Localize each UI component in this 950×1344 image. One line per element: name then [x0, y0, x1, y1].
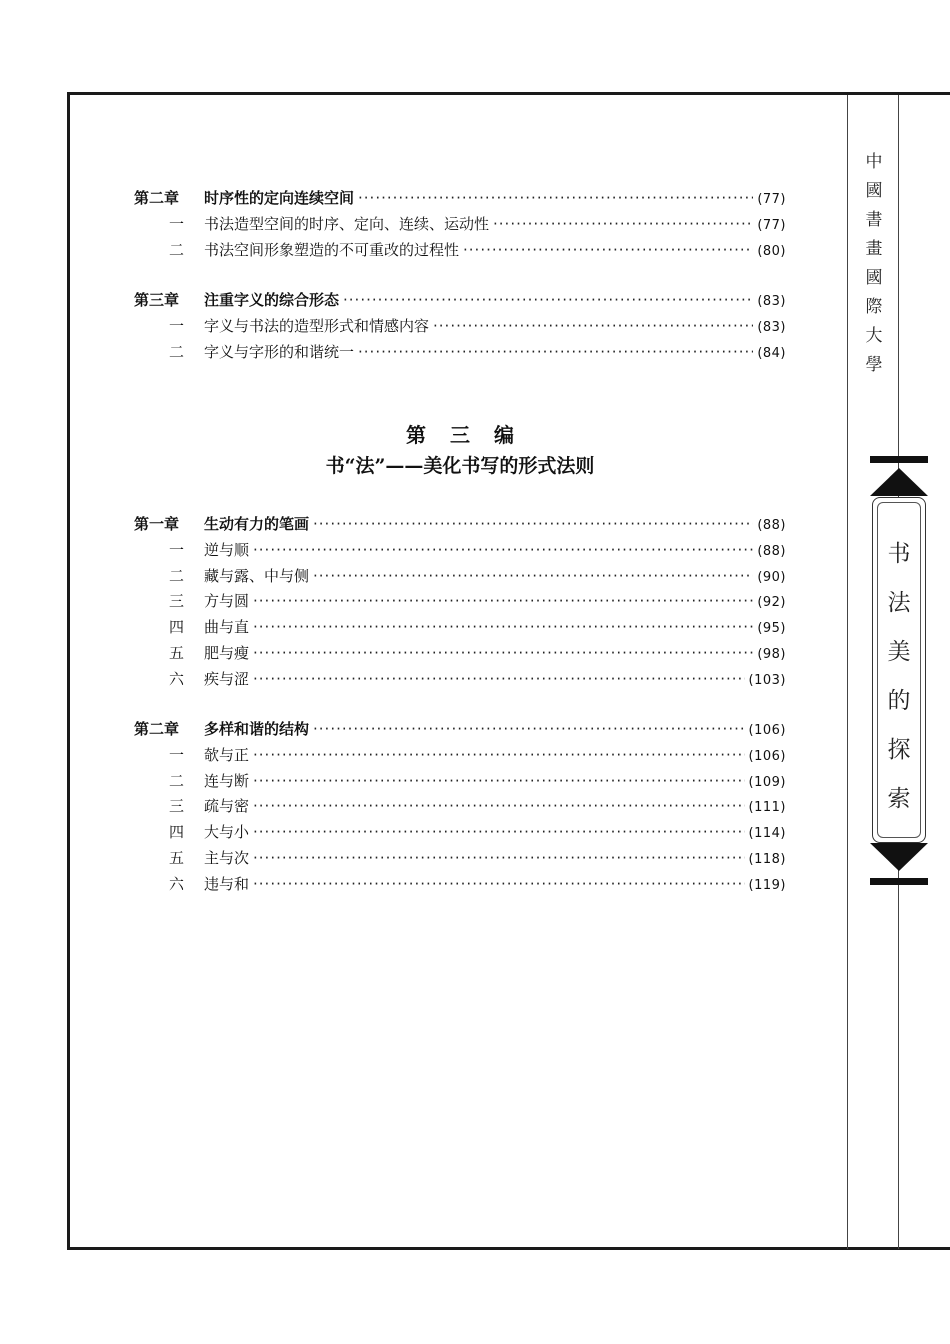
toc-number: 第二章 [134, 189, 180, 207]
toc-dot-leader [253, 769, 745, 795]
toc-page-number: (106) [748, 723, 786, 738]
toc-page-number: (77) [757, 217, 786, 233]
toc-dot-leader [313, 512, 753, 538]
toc-title: 逆与顺 [204, 540, 250, 559]
brand-char: 學 [865, 355, 883, 375]
toc-chapter-row [134, 717, 786, 743]
toc-dot-leader [253, 641, 753, 667]
toc-section-row [134, 564, 786, 590]
part-heading [134, 420, 786, 482]
toc-title: 书法空间形象塑造的不可重改的过程性 [204, 240, 460, 259]
toc-section-row [134, 769, 786, 795]
toc-page-number: (103) [748, 672, 786, 688]
toc-title: 大与小 [204, 823, 250, 842]
toc-dot-leader [463, 238, 753, 264]
toc-number: 二 [169, 566, 185, 585]
toc-page-number: (114) [748, 826, 786, 842]
toc-dot-leader [358, 340, 753, 366]
toc-number: 五 [169, 643, 185, 662]
toc-title: 注重字义的综合形态 [204, 291, 340, 309]
toc-page-number: (119) [748, 877, 786, 893]
toc-page-number: (88) [757, 518, 786, 533]
toc-title: 疾与涩 [204, 669, 250, 688]
toc-dot-leader [253, 872, 745, 898]
toc-section-row [134, 820, 786, 846]
brand-char: 畫 [865, 239, 883, 259]
vertical-brand [862, 148, 886, 380]
toc-dot-leader [358, 186, 753, 212]
toc-page-number: (83) [757, 319, 786, 335]
toc-number: 六 [169, 874, 185, 893]
toc-title: 疏与密 [204, 797, 250, 816]
toc-dot-leader [313, 717, 745, 743]
brand-char: 國 [865, 181, 883, 201]
book-title-char: 的 [887, 688, 911, 714]
book-title-char: 美 [887, 639, 911, 665]
toc-section-row [134, 340, 786, 366]
toc-dot-leader [253, 615, 753, 641]
toc-page-number: (90) [757, 569, 786, 585]
toc-number: 一 [169, 316, 185, 335]
toc-page-number: (109) [748, 774, 786, 790]
ornament-arrow-bottom [870, 843, 928, 871]
toc-dot-leader [343, 288, 753, 314]
toc-page-number: (83) [757, 294, 786, 309]
toc-number: 一 [169, 745, 185, 764]
toc-number: 第三章 [134, 291, 180, 309]
toc-chapter-row [134, 186, 786, 212]
toc-section-row [134, 212, 786, 238]
toc-dot-leader [253, 820, 745, 846]
book-title-char: 索 [887, 786, 911, 812]
toc-dot-leader [253, 846, 745, 872]
toc-page-number: (98) [757, 646, 786, 662]
toc-section-row [134, 846, 786, 872]
toc-number: 一 [169, 214, 185, 233]
toc-title: 字义与书法的造型形式和情感内容 [204, 316, 430, 335]
brand-char: 際 [865, 297, 883, 317]
toc-title: 字义与字形的和谐统一 [204, 342, 355, 361]
toc-title: 书法造型空间的时序、定向、连续、运动性 [204, 214, 490, 233]
toc-chapter-row [134, 512, 786, 538]
toc-section-row [134, 667, 786, 693]
toc-section-row [134, 238, 786, 264]
toc-title: 主与次 [204, 848, 250, 867]
toc-number: 第二章 [134, 720, 180, 738]
book-title-char: 书 [887, 541, 911, 567]
toc-dot-leader [253, 743, 745, 769]
toc-number: 三 [169, 797, 185, 816]
toc-page-number: (77) [757, 192, 786, 207]
toc-number: 二 [169, 342, 185, 361]
toc-number: 二 [169, 771, 185, 790]
toc-group [134, 186, 786, 263]
toc-title: 藏与露、中与侧 [204, 566, 310, 585]
toc-title: 多样和谐的结构 [204, 720, 310, 738]
toc-number: 二 [169, 240, 185, 259]
toc-number: 四 [169, 823, 185, 842]
toc-section-row [134, 538, 786, 564]
toc-number: 三 [169, 592, 185, 611]
toc-group [134, 288, 786, 365]
sidebar-rule-left [847, 95, 848, 1249]
toc-dot-leader [253, 794, 745, 820]
toc-section-row [134, 314, 786, 340]
brand-char: 國 [865, 268, 883, 288]
toc-group [134, 512, 786, 693]
toc-chapter-row [134, 288, 786, 314]
brand-char: 中 [865, 152, 883, 172]
toc-section-row [134, 589, 786, 615]
toc-page-number: (118) [748, 851, 786, 867]
toc-section-row [134, 743, 786, 769]
brand-char: 大 [865, 326, 883, 346]
toc-page-number: (95) [757, 621, 786, 637]
toc-section-row [134, 615, 786, 641]
ornament-arrow-top [870, 468, 928, 496]
toc-dot-leader [493, 212, 753, 238]
toc-page-number: (88) [757, 543, 786, 559]
toc-number: 第一章 [134, 515, 180, 533]
toc-dot-leader [313, 564, 753, 590]
toc-page-number: (92) [757, 595, 786, 611]
book-title-vertical [872, 530, 926, 824]
toc-title: 肥与瘦 [204, 643, 250, 662]
toc-title: 生动有力的笔画 [204, 515, 310, 533]
book-title-char: 法 [887, 590, 911, 616]
ornament-bar [870, 878, 928, 885]
toc-page-number: (111) [748, 800, 786, 816]
toc-section-row [134, 794, 786, 820]
toc-dot-leader [253, 538, 753, 564]
toc-number: 六 [169, 669, 185, 688]
toc-page-number: (84) [757, 345, 786, 361]
brand-char: 書 [865, 210, 883, 230]
toc-section-row [134, 641, 786, 667]
toc-number: 四 [169, 618, 185, 637]
toc-dot-leader [433, 314, 753, 340]
toc-section-row [134, 872, 786, 898]
toc-number: 五 [169, 848, 185, 867]
toc-title: 时序性的定向连续空间 [204, 189, 355, 207]
toc-dot-leader [253, 589, 753, 615]
ornament-bar [870, 456, 928, 463]
book-title-char: 探 [887, 737, 911, 763]
part-label: 第三编 [406, 423, 538, 447]
toc-page-number: (106) [748, 748, 786, 764]
toc-title: 违与和 [204, 874, 250, 893]
part-title: 书“法”——美化书写的形式法则 [325, 455, 595, 477]
toc-number: 一 [169, 540, 185, 559]
toc-title: 连与断 [204, 771, 250, 790]
toc-title: 方与圆 [204, 592, 250, 611]
toc-title: 欹与正 [204, 745, 250, 764]
toc-dot-leader [253, 667, 745, 693]
toc-title: 曲与直 [204, 618, 250, 637]
toc-group [134, 717, 786, 898]
toc-page-number: (80) [757, 243, 786, 259]
